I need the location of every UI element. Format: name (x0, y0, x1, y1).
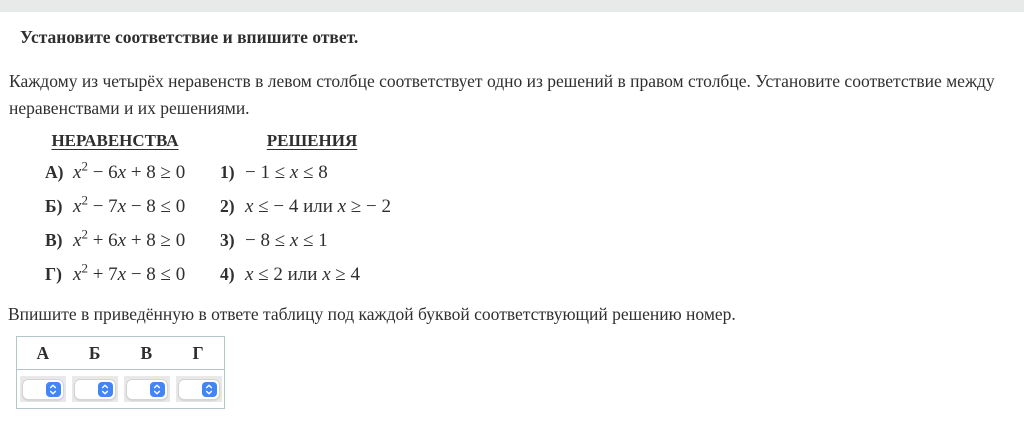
inequality-label: Б) (45, 196, 63, 216)
solution-label: 4) (220, 264, 235, 284)
answer-select-v[interactable] (127, 380, 167, 399)
answer-table (16, 336, 225, 409)
solution-formula: − 8 ≤ x ≤ 1 (245, 230, 328, 251)
solutions-header: РЕШЕНИЯ (266, 131, 358, 150)
page-title: Установите соответствие и впишите ответ. (20, 27, 359, 47)
top-bar (0, 0, 1024, 12)
stepper-up-down-icon (98, 382, 113, 397)
solution-label: 2) (220, 196, 235, 216)
solution-label: 3) (220, 230, 235, 250)
match-row-a (45, 158, 1024, 196)
stepper-up-down-icon (202, 382, 217, 397)
answer-instruction: Впишите в приведённую в ответе таблицу под каждой буквой соответствующий решению номер. (8, 304, 736, 324)
solution-formula: − 1 ≤ x ≤ 8 (245, 162, 328, 183)
match-row-g (45, 260, 1024, 298)
answer-header-b: Б (88, 342, 101, 363)
answer-table-header (17, 337, 224, 370)
answer-header-v: В (140, 342, 153, 363)
inequality-formula: $x^2 - 7x - 8 \le 0$ (73, 192, 186, 217)
answer-select-well-a (20, 376, 66, 402)
match-row-b (45, 192, 1024, 230)
match-row-v (45, 226, 1024, 264)
answer-table-body (17, 370, 224, 408)
inequality-label: Г) (45, 264, 62, 284)
stepper-up-down-icon (46, 382, 61, 397)
solution-formula: x ≤ 2 или x ≥ 4 (245, 264, 361, 285)
inequality-formula: $x^2 + 7x - 8 \le 0$ (73, 260, 186, 285)
inequality-label: В) (45, 230, 63, 250)
inequality-label: А) (45, 162, 64, 182)
solution-formula: x ≤ − 4 или x ≥ − 2 (245, 196, 391, 217)
task-description: Каждому из четырёх неравенств в левом столбце соответствует одно из решений в правом столбце. Установите соответствие между неравенствами и их решениями. (9, 71, 995, 118)
answer-select-well-b (72, 376, 118, 402)
answer-select-a[interactable] (23, 380, 63, 399)
inequalities-header: НЕРАВЕНСТВА (51, 131, 179, 150)
answer-select-b[interactable] (75, 380, 115, 399)
answer-select-well-g (176, 376, 222, 402)
column-headers (45, 131, 1024, 151)
answer-select-well-v (124, 376, 170, 402)
inequality-formula: $x^2 + 6x + 8 \ge 0$ (73, 226, 186, 251)
stepper-up-down-icon (150, 382, 165, 397)
answer-select-g[interactable] (179, 380, 219, 399)
answer-header-a: А (36, 342, 50, 363)
solution-label: 1) (220, 162, 235, 182)
inequality-formula: $x^2 - 6x + 8 \ge 0$ (73, 158, 186, 183)
answer-header-g: Г (192, 342, 204, 363)
matching-section (45, 131, 1024, 298)
